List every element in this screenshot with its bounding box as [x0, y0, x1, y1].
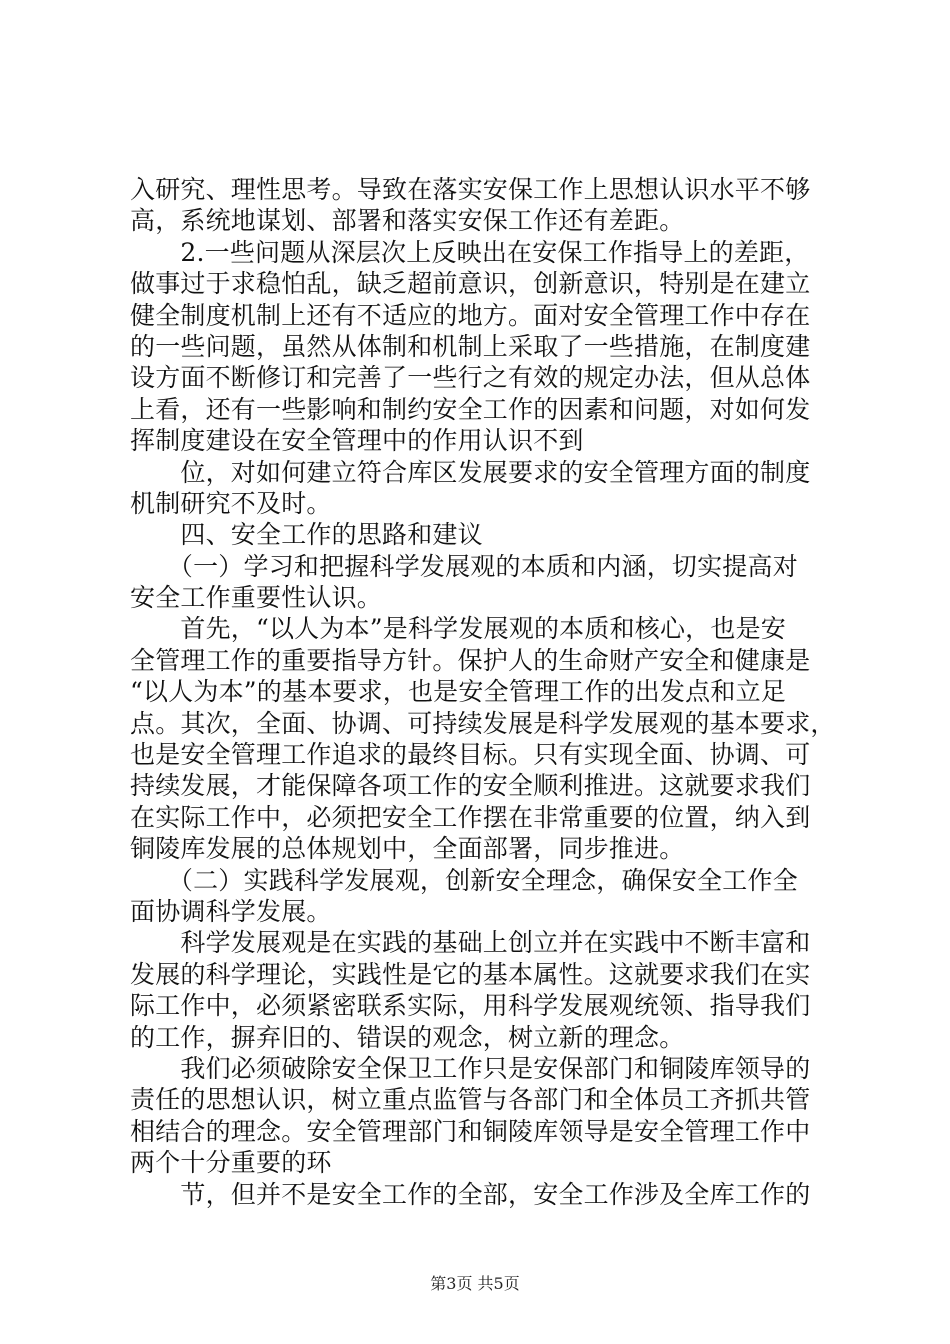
text-line: 做事过于求稳怕乱，缺乏超前意识，创新意识，特别是在建立 [130, 269, 811, 299]
text-line: 全管理工作的重要指导方针。保护人的生命财产安全和健康是 [130, 645, 811, 675]
text-line: 入研究、理性思考。导致在落实安保工作上思想认识水平不够 [130, 175, 811, 204]
text-line: 首先，“以人为本”是科学发展观的本质和核心，也是安 [130, 614, 786, 644]
text-line: 位，对如何建立符合库区发展要求的安全管理方面的制度 [130, 457, 811, 487]
text-line: 的一些问题，虽然从体制和机制上采取了一些措施，在制度建 [130, 331, 811, 361]
text-line: 际工作中，必须紧密联系实际，用科学发展观统领、指导我们 [130, 991, 811, 1021]
text-line: 科学发展观是在实践的基础上创立并在实践中不断丰富和 [130, 928, 811, 958]
text-line: 持续发展，才能保障各项工作的安全顺利推进。这就要求我们 [130, 771, 811, 801]
body-text [130, 174, 836, 1210]
text-line: “以人为本”的基本要求，也是安全管理工作的出发点和立足 [130, 677, 786, 707]
text-line: 的工作，摒弃旧的、错误的观念，树立新的理念。 [130, 1022, 685, 1052]
text-line: 挥制度建设在安全管理中的作用认识不到 [130, 426, 584, 456]
page-number-footer: 第3页 共5页 [430, 1274, 520, 1293]
text-line: 在实际工作中，必须把安全工作摆在非常重要的位置，纳入到 [130, 802, 811, 832]
text-line: （一）学习和把握科学发展观的本质和内涵，切实提高对 [130, 551, 798, 581]
section-heading: 四、安全工作的思路和建议 [130, 520, 483, 550]
text-line: 节，但并不是安全工作的全部，安全工作涉及全库工作的 [130, 1179, 811, 1209]
text-line: 机制研究不及时。 [130, 488, 332, 518]
text-line: 相结合的理念。安全管理部门和铜陵库领导是安全管理工作中 [130, 1116, 811, 1146]
text-line: 责任的思想认识，树立重点监管与各部门和全体员工齐抓共管 [130, 1085, 811, 1115]
text-line: 2.一些问题从深层次上反映出在安保工作指导上的差距， [130, 237, 810, 267]
text-line: 也是安全管理工作追求的最终目标。只有实现全面、协调、可 [130, 740, 811, 770]
text-line: 安全工作重要性认识。 [130, 583, 383, 613]
text-line: 高，系统地谋划、部署和落实安保工作还有差距。 [130, 206, 685, 236]
text-line: 铜陵库发展的总体规划中，全面部署，同步推进。 [130, 834, 685, 864]
text-line: 设方面不断修订和完善了一些行之有效的规定办法，但从总体 [130, 363, 811, 393]
text-line: 点。其次，全面、协调、可持续发展是科学发展观的基本要求， [130, 708, 836, 738]
text-line: 两个十分重要的环 [130, 1148, 332, 1178]
text-line: （二）实践科学发展观，创新安全理念，确保安全工作全 [130, 865, 798, 895]
text-line: 发展的科学理论，实践性是它的基本属性。这就要求我们在实 [130, 959, 811, 989]
text-line: 上看，还有一些影响和制约安全工作的因素和问题，对如何发 [130, 394, 811, 424]
text-line: 健全制度机制上还有不适应的地方。面对安全管理工作中存在 [130, 300, 811, 330]
text-line: 我们必须破除安全保卫工作只是安保部门和铜陵库领导的 [130, 1053, 811, 1083]
text-line: 面协调科学发展。 [130, 896, 332, 926]
